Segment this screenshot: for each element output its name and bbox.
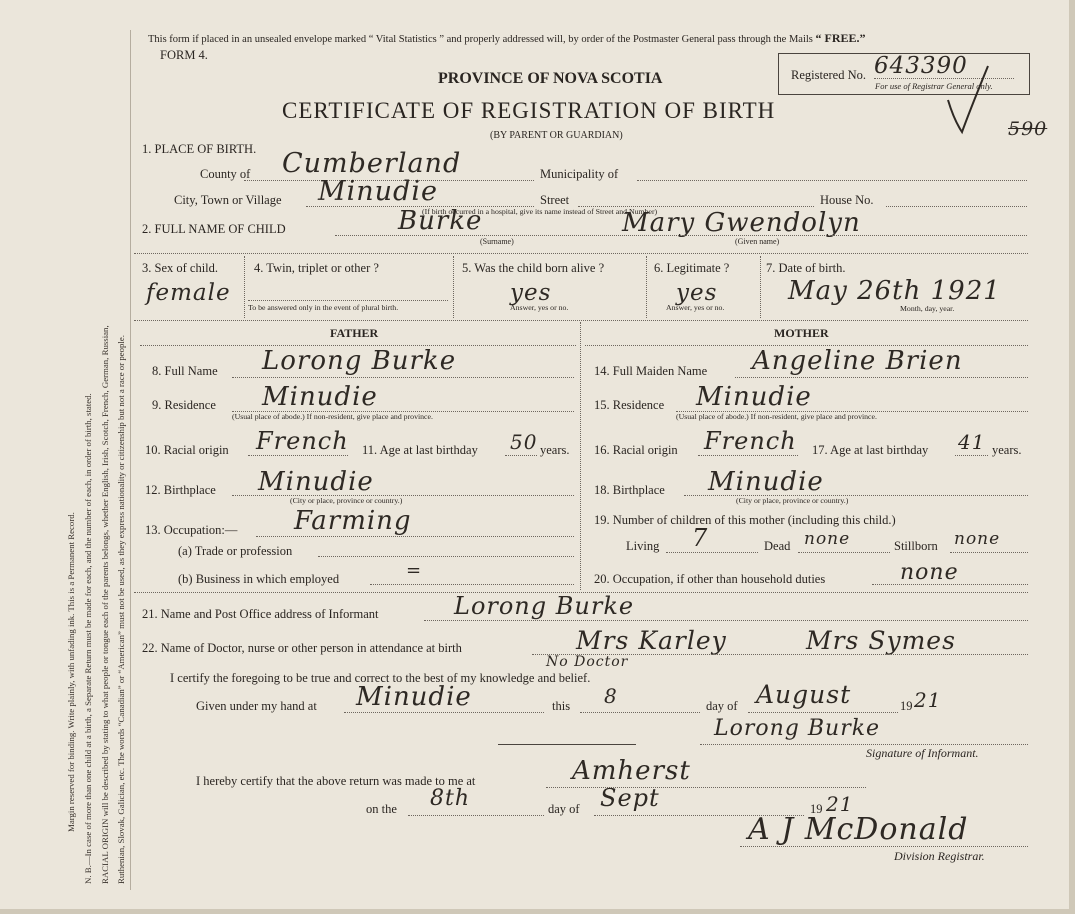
municipality-label: Municipality of (540, 167, 619, 181)
given-name-note: (Given name) (735, 237, 780, 246)
certify-text: I certify the foregoing to be true and correct to the best of my knowledge and belief. (170, 671, 591, 685)
mother-age-value: 41 (958, 430, 986, 454)
certificate-title: CERTIFICATE OF REGISTRATION OF BIRTH (282, 98, 776, 123)
registrar-day-of: day of (548, 802, 580, 816)
father-residence-note: (Usual place of abode.) If non-resident, give place and province. (232, 412, 433, 421)
mother-birthplace-note: (City or place, province or country.) (736, 496, 849, 505)
informant-line (424, 620, 1028, 621)
place-of-birth-label: 1. PLACE OF BIRTH. (142, 142, 257, 156)
living-line (666, 552, 758, 553)
living-value: 7 (692, 524, 709, 552)
registrar-day-value: 8th (430, 786, 471, 811)
alive-value: yes (510, 280, 552, 306)
father-occupation-label: 13. Occupation:— (145, 523, 238, 537)
father-occupation-line (256, 536, 574, 537)
mail-notice (148, 31, 866, 46)
mail-notice-free: “ FREE.” (815, 31, 866, 45)
birth-date-note: Month, day, year. (900, 304, 955, 313)
informant-signature-label: Signature of Informant. (866, 746, 979, 760)
legitimate-value: yes (676, 280, 718, 306)
registrar-year-prefix: 19 (810, 802, 823, 816)
certificate-subtitle: (BY PARENT OR GUARDIAN) (490, 130, 623, 141)
mother-age-line (955, 455, 988, 456)
given-day-of-label: day of (706, 699, 738, 713)
mother-years: years. (992, 443, 1022, 457)
given-place-value: Minudie (356, 682, 472, 712)
mother-name-label: 14. Full Maiden Name (594, 364, 708, 378)
this-label: this (552, 699, 571, 713)
mother-occupation-value: none (900, 560, 959, 585)
alive-note: Answer, yes or no. (510, 303, 569, 312)
given-day-line (580, 712, 700, 713)
informant-signature: Lorong Burke (714, 716, 881, 741)
mother-racial-line (698, 455, 798, 456)
father-racial-value: French (256, 427, 349, 455)
registrar-place-line (546, 787, 866, 788)
child-surname: Burke (398, 206, 483, 236)
father-birthplace-value: Minudie (258, 467, 374, 497)
mother-birthplace-value: Minudie (708, 467, 824, 497)
doctor-value-2: Mrs Symes (806, 626, 956, 655)
frame-left (130, 30, 131, 890)
mother-name-line (735, 377, 1028, 378)
doctor-value-1: Mrs Karley (576, 626, 727, 655)
given-day-value: 8 (604, 684, 618, 708)
father-name-line (232, 377, 574, 378)
stillborn-line (950, 552, 1028, 553)
registrar-day-line (408, 815, 544, 816)
father-birthplace-note: (City or place, province or country.) (290, 496, 403, 505)
father-trade-line (318, 556, 574, 557)
given-year-value: 21 (914, 688, 942, 712)
given-month-value: August (756, 680, 852, 709)
doctor-note: No Doctor (546, 654, 629, 670)
father-business-line (370, 584, 574, 585)
father-birthplace-line (232, 495, 574, 496)
mother-racial-label: 16. Racial origin (594, 443, 678, 457)
child-given-name: Mary Gwendolyn (622, 208, 861, 238)
informant-label: 21. Name and Post Office address of Informant (142, 607, 379, 621)
father-occupation-value: Farming (294, 506, 412, 536)
registered-number: 643390 (874, 53, 968, 79)
given-under-label: Given under my hand at (196, 699, 317, 713)
mother-heading: MOTHER (774, 326, 829, 340)
province-title: PROVINCE OF NOVA SCOTIA (438, 70, 663, 87)
registrar-text: I hereby certify that the above return was made to me at (196, 774, 476, 788)
registered-note: For use of Registrar General only. (875, 81, 993, 91)
certify-rule (498, 744, 636, 745)
city-label: City, Town or Village (174, 193, 282, 207)
twin-label: 4. Twin, triplet or other ? (254, 261, 379, 275)
registrar-month-value: Sept (600, 784, 660, 812)
legitimate-note: Answer, yes or no. (666, 303, 725, 312)
father-residence-label: 9. Residence (152, 398, 216, 412)
alive-label: 5. Was the child born alive ? (462, 261, 605, 275)
father-racial-line (248, 455, 348, 456)
row3-top-line (134, 253, 1028, 254)
child-name-label: 2. FULL NAME OF CHILD (142, 222, 286, 236)
doctor-label: 22. Name of Doctor, nurse or other person in attendance at birth (142, 641, 462, 655)
father-trade-label: (a) Trade or profession (178, 544, 293, 558)
mother-residence-value: Minudie (696, 382, 812, 412)
father-name-label: 8. Full Name (152, 364, 218, 378)
mother-name-value: Angeline Brien (752, 346, 963, 376)
registrar-year-value: 21 (826, 792, 854, 816)
margin-note-nb: N. B.—In case of more than one child at a birth, a Separate Return must be made for each, and the number of each, in order of birth, stated. (83, 393, 93, 884)
father-heading: FATHER (330, 326, 379, 340)
birth-date-value: May 26th 1921 (788, 276, 1001, 306)
mother-birthplace-label: 18. Birthplace (594, 483, 665, 497)
informant-signature-line (700, 744, 1028, 745)
house-label: House No. (820, 193, 874, 207)
row3-divider-3 (646, 256, 647, 318)
sex-value: female (146, 280, 231, 306)
mother-racial-value: French (704, 427, 797, 455)
twin-note: To be answered only in the event of plural birth. (248, 303, 399, 312)
mother-residence-note: (Usual place of abode.) If non-resident, give place and province. (676, 412, 877, 421)
mother-age-label: 17. Age at last birthday (812, 443, 929, 457)
father-racial-label: 10. Racial origin (145, 443, 229, 457)
street-label: Street (540, 193, 570, 207)
row3-divider-2 (453, 256, 454, 318)
margin-note-binding: Margin reserved for binding. Write plainly, with unfading ink. This is a Permanent Record. (66, 512, 76, 832)
father-age-line (505, 455, 537, 456)
county-value: Cumberland (282, 148, 462, 179)
stillborn-value: none (954, 529, 1001, 549)
municipality-line (637, 180, 1027, 181)
row3-bottom-line (134, 320, 1028, 321)
registrar-signature: A J McDonald (748, 812, 969, 847)
given-month-line (748, 712, 898, 713)
registered-label: Registered No. (791, 68, 866, 82)
row3-divider-4 (760, 256, 761, 318)
mother-children-label: 19. Number of children of this mother (including this child.) (594, 513, 896, 527)
father-birthplace-label: 12. Birthplace (145, 483, 216, 497)
father-age-label: 11. Age at last birthday (362, 443, 478, 457)
twin-line (248, 300, 448, 301)
margin-note-racial-cont: Ruthenian, Slovak, Galician, etc. The words “Canadian” or “American” must not be used, as they express nationality or citizenship but not a race or people. (116, 335, 126, 884)
father-name-value: Lorong Burke (262, 346, 457, 376)
dead-line (798, 552, 890, 553)
county-label: County of (200, 167, 251, 181)
given-place-line (344, 712, 544, 713)
legitimate-label: 6. Legitimate ? (654, 261, 730, 275)
mother-occupation-label: 20. Occupation, if other than household duties (594, 572, 826, 586)
registrar-signature-label: Division Registrar. (894, 849, 985, 863)
registrar-place-value: Amherst (572, 756, 691, 786)
father-residence-value: Minudie (262, 382, 378, 412)
living-label: Living (626, 539, 660, 553)
birth-date-label: 7. Date of birth. (766, 261, 846, 275)
check-mark-icon (940, 60, 1000, 140)
sex-label: 3. Sex of child. (142, 261, 219, 275)
form-number: FORM 4. (160, 48, 208, 62)
child-name-line (335, 235, 1027, 236)
registrar-on-the: on the (366, 802, 397, 816)
crossed-number: 590 (1008, 118, 1048, 140)
stillborn-label: Stillborn (894, 539, 938, 553)
margin-note-racial: RACIAL ORIGIN will be described by stating to what people or tongue each of the parents belongs, whether English, Irish, Scotch, French, German, Russian, (100, 325, 110, 884)
house-line (886, 206, 1027, 207)
surname-note: (Surname) (480, 237, 514, 246)
father-business-label: (b) Business in which employed (178, 572, 340, 586)
father-mother-divider (580, 322, 581, 590)
father-business-value: = (406, 560, 423, 581)
hospital-note: (If birth occurred in a hospital, give its name instead of Street and Number) (422, 207, 658, 216)
dead-value: none (804, 529, 851, 549)
city-value: Minudie (318, 176, 438, 207)
informant-value: Lorong Burke (454, 592, 635, 620)
registrar-signature-line (740, 846, 1028, 847)
mother-residence-label: 15. Residence (594, 398, 665, 412)
dead-label: Dead (764, 539, 791, 553)
father-years: years. (540, 443, 570, 457)
row3-divider-1 (244, 256, 245, 318)
mother-occupation-line (872, 584, 1028, 585)
given-year-prefix: 19 (900, 699, 913, 713)
mail-notice-text: This form if placed in an unsealed envelope marked “ Vital Statistics ” and properly addressed will, by order of the Postmaster General pass through the Mails (148, 34, 813, 45)
father-age-value: 50 (510, 430, 538, 454)
